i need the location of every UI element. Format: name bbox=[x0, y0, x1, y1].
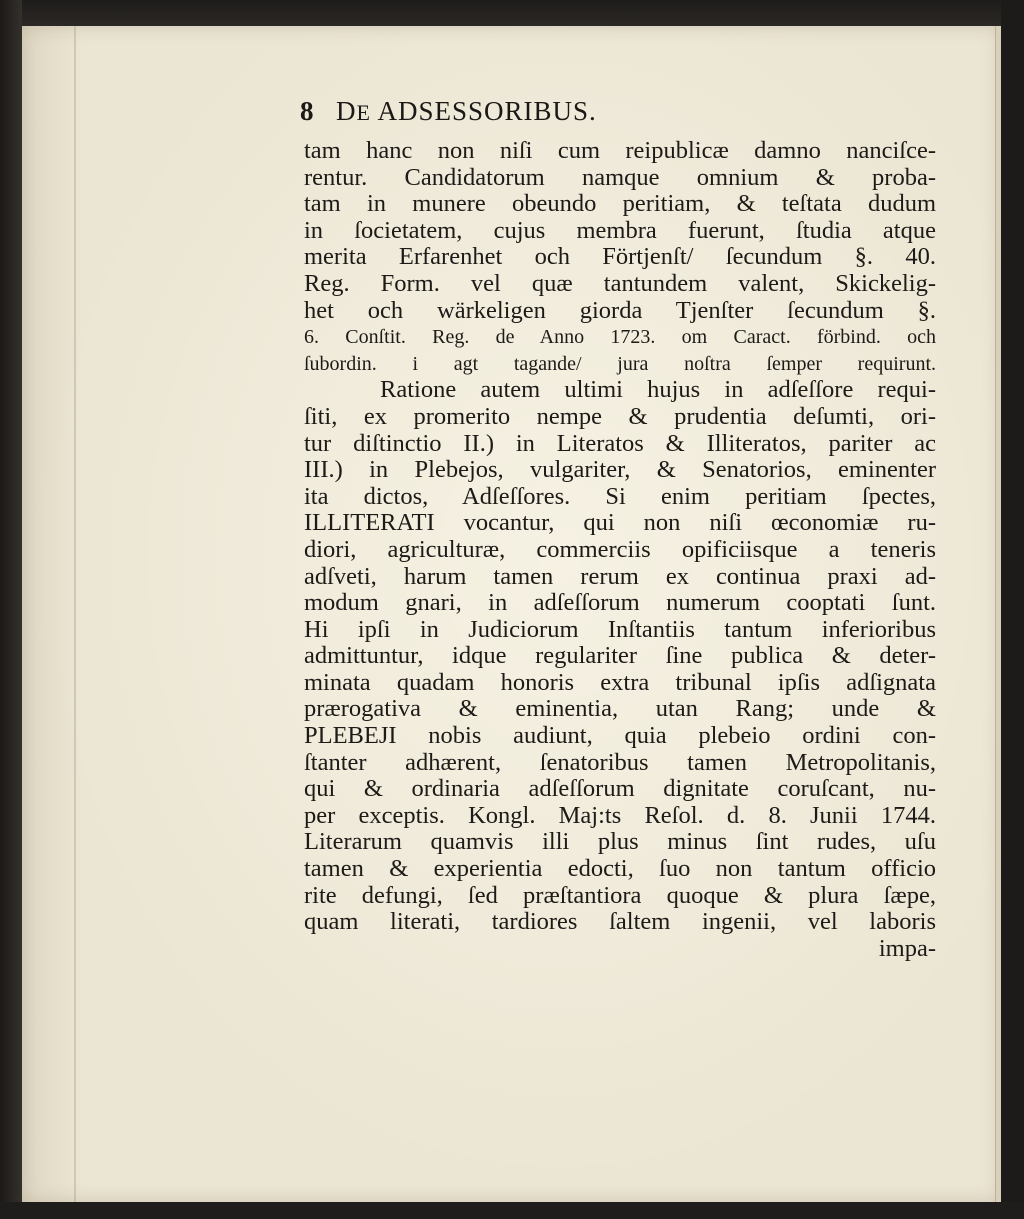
text-line: modum gnari, in adſeſſorum numerum cooptati ſunt. bbox=[304, 589, 936, 617]
text-line: qui & ordinaria adſeſſorum dignitate coruſcant, nu- bbox=[304, 775, 936, 803]
right-background bbox=[1001, 0, 1024, 1219]
page-number: 8 bbox=[300, 96, 314, 126]
bottom-background bbox=[0, 1202, 1024, 1219]
left-binding-edge bbox=[0, 0, 22, 1219]
running-head-title: ADSESSORIBUS. bbox=[377, 96, 597, 126]
running-head-initial: D bbox=[336, 96, 357, 126]
text-line: Literarum quamvis illi plus minus ſint rudes, uſu bbox=[304, 828, 936, 856]
text-line: ſubordin. i agt tagande/ jura noſtra ſemper requirunt. bbox=[304, 352, 936, 375]
text-line: minata quadam honoris extra tribunal ipſis adſignata bbox=[304, 668, 936, 696]
text-line: merita Erfarenhet och Förtjenſt/ ſecundum §. 40. bbox=[304, 243, 936, 271]
text-line: admittuntur, idque regulariter ſine publica & deter- bbox=[304, 642, 936, 670]
catchword: impa- bbox=[878, 934, 936, 962]
text-line: prærogativa & eminentia, utan Rang; unde & bbox=[304, 695, 936, 723]
text-line: tur diſtinctio II.) in Literatos & Illiteratos, pariter ac bbox=[304, 429, 936, 457]
text-line: tamen & experientia edocti, ſuo non tantum officio bbox=[304, 855, 936, 883]
text-line: III.) in Plebejos, vulgariter, & Senatorios, eminenter bbox=[304, 456, 936, 484]
text-line: tam hanc non niſi cum reipublicæ damno nanciſce- bbox=[304, 137, 936, 164]
text-line: PLEBEJI nobis audiunt, quia plebeio ordini con- bbox=[304, 722, 936, 750]
text-line: het och wärkeligen giorda Tjenſter ſecundum §. bbox=[304, 296, 936, 324]
top-shadow bbox=[0, 0, 1024, 28]
body-text bbox=[304, 138, 936, 962]
text-line: ILLITERATI vocantur, qui non niſi œconomiæ ru- bbox=[304, 509, 936, 537]
text-line: rite defungi, ſed præſtantiora quoque & plura ſæpe, bbox=[304, 881, 936, 909]
text-line: 6. Conſtit. Reg. de Anno 1723. om Caract. förbind. och bbox=[304, 326, 936, 349]
text-line: in ſocietatem, cujus membra fuerunt, ſtudia atque bbox=[304, 216, 936, 244]
text-line: ſiti, ex promerito nempe & prudentia deſumti, ori- bbox=[304, 402, 936, 430]
text-line: ſtanter adhærent, ſenatoribus tamen Metropolitanis, bbox=[304, 748, 936, 776]
text-line: quam literati, tardiores ſaltem ingenii, vel laboris bbox=[304, 908, 936, 936]
text-line: tam in munere obeundo peritiam, & teſtata dudum bbox=[304, 190, 936, 218]
running-head-e: E bbox=[356, 100, 378, 125]
text-line: diori, agriculturæ, commerciis opificiisque a teneris bbox=[304, 535, 936, 563]
text-line: rentur. Candidatorum namque omnium & proba- bbox=[304, 163, 936, 191]
running-head bbox=[336, 96, 597, 127]
text-line: per exceptis. Kongl. Maj:ts Reſol. d. 8. Junii 1744. bbox=[304, 801, 936, 829]
text-line: Hi ipſi in Judiciorum Inſtantiis tantum inferioribus bbox=[304, 615, 936, 643]
text-line: ita dictos, Adſeſſores. Si enim peritiam ſpectes, bbox=[304, 482, 936, 510]
text-line: adſveti, harum tamen rerum ex continua praxi ad- bbox=[304, 562, 936, 590]
page-gutter-line bbox=[74, 26, 76, 1202]
text-line: Reg. Form. vel quæ tantundem valent, Skickelig- bbox=[304, 269, 936, 297]
text-line: Ratione autem ultimi hujus in adſeſſore requi- bbox=[380, 376, 936, 404]
